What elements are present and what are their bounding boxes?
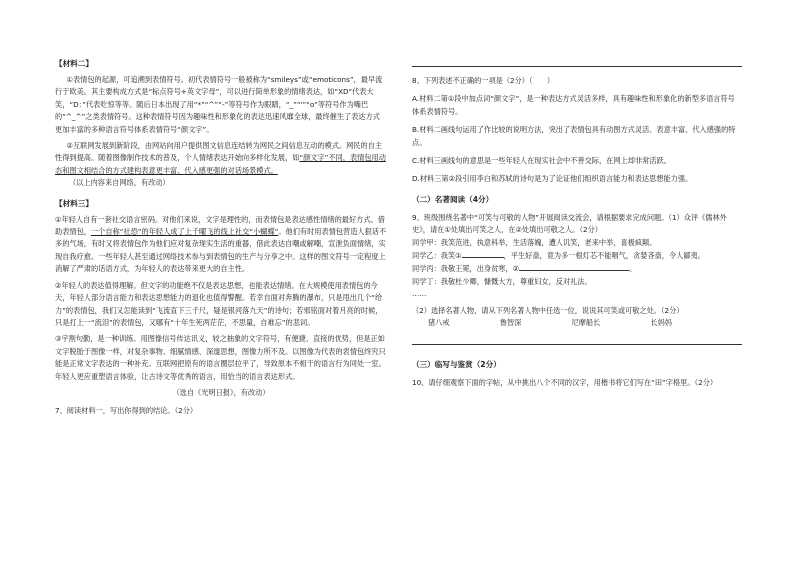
option-zhu-bajie: 猪八戒 <box>428 318 450 328</box>
q9-line-2-a: 同学乙：我笑① <box>412 251 462 261</box>
material-three-paragraph-1 <box>55 214 387 276</box>
m3-p1-underlined: 一个自称“社恐”的年轻人成了上千曜飞的线上社交“小蝴蝶” <box>90 227 279 237</box>
q9-line-3 <box>412 262 742 275</box>
q9-options <box>412 317 742 329</box>
option-chang-mama: 长妈妈 <box>650 318 672 328</box>
question-9-part-2: （2）选择名著人物，请从下列名著人物中任选一位，说说其可笑或可敬之处。（2分） <box>412 305 684 315</box>
m3-p1-b: 。他们有时用表情包营造人狠话不多的气场，有时又将表情包作为他们应对复杂现实生活的重器，借此表达自嘲或解嘲，宣泄负面情绪，实现自我疗愈。一些年轻人甚至通过网络技术参与到表情包的生产与分享之中。这样的图文符号一定程度上消解了严肃的话语方式，为年轻人的表达带来更大的自主性。 <box>55 227 387 274</box>
question-10: 10、请仔细观察下面的字帖，从中挑出八个不同的汉字，用楷书将它们写在“田”字格里。（2分） <box>412 377 718 387</box>
material-three-heading: 【材料三】 <box>55 198 93 208</box>
m3-p1-a: ①年轻人自有一套社交语言密码。对他们来说，文字是理性的，而表情包是表达感性情绪的最好方式。借助表情包， <box>55 214 385 237</box>
m2-p2-plain: ②互联网发展到新阶段，由网站向用户提供图文信息连结转为网民之间信息互动的模式。网民的自主性得到提高。随着图像制作技术的普及，个人情绪表达开始向多样化发展，如 <box>55 141 383 163</box>
material-two-heading: 【材料二】 <box>55 59 93 68</box>
q9-line-4: 同学丁：我敬杜少卿，慷慨大方，尊重妇女，反对礼法。 <box>412 276 592 286</box>
question-8: 8、下列表述不正确的一项是（2分）（ ） <box>412 76 555 85</box>
m2-source: （以上内容来自网络，有改动） <box>69 178 170 188</box>
q8-option-c: C.材料三画线句的意思是一些年轻人在现实社会中不善交际，在网上却非常活跃。 <box>412 156 671 166</box>
blank-1[interactable] <box>462 249 504 258</box>
option-captain-nemo: 尼摩船长 <box>571 318 601 328</box>
q9-line-3-a: 同学丙：我敬王冕，出身贫寒，② <box>412 264 520 274</box>
option-lu-zhishen: 鲁智深 <box>499 318 522 328</box>
material-two-paragraph-2 <box>55 140 387 190</box>
material-two-paragraph-1: ①表情包的起源，可追溯到表情符号。初代表情符号一般被称为“smileys”或“emoticons”，最早流行于欧美。其主要构成方式是“标点符号+英文字母”，可以进行简单形象的情绪表达，如“XD”代表大笑，“D：”代表吃惊等等。随后日本出现了用“*”“^”“-”等符号作为眼睛，“_”“'”“o”等符号作为嘴巴的“^_^”之类表情符号。这种表情符号因为趣味性和形象化的表达迅速风靡全球，最终催生了表达方式更加丰富的多种语言符号体系表情符号“颜文字”。 <box>55 75 383 134</box>
right-column <box>412 58 742 389</box>
section-3-heading: （三）临写与鉴赏（2分） <box>412 359 501 369</box>
q9-line-2 <box>412 249 742 262</box>
q8-option-d: D.材料三第②段引用李白和苏轼的诗句是为了论证他们组织语言能力和表达思想能力强。 <box>412 174 693 184</box>
q8-option-a: A.材料二第①段中加点词“颜文字”，是一种表达方式灵活多样，具有趣味性和形象化的新型多语言符号体系表情符号。 <box>412 94 735 116</box>
question-9: 9、班级围绕名著中“可笑与可敬的人物”开展阅读交流会，请根据要求完成问题。（1）众评《儒林外史》，请在①处填出可笑之人，在②处填出可敬之人。（2分） <box>412 212 727 235</box>
q8-option-b: B.材料二画线句运用了作比较的说明方法，突出了表情包具有动图方式灵活、表意丰富、代入感强的特点。 <box>412 125 736 147</box>
q9-line-3-b: 。 <box>629 264 637 274</box>
q9-line-2-b: ，平生好啬，竟为多一根灯芯不能咽气，贪婪吝啬，令人鄙夷。 <box>503 251 705 261</box>
material-three-source: （选自《光明日报》，有改动） <box>172 387 270 397</box>
m2-p2-underlined: “颜文字”不同，表情包用动态和图文相结合的方式建构表意更丰富、代入感更强的对话场景模式。 <box>55 153 386 175</box>
blank-2[interactable] <box>519 262 629 271</box>
left-column <box>55 58 387 418</box>
q9-ellipsis: …… <box>412 289 427 299</box>
material-three-paragraph-2: ②年轻人的表达值得理解。但文字的功能绝不仅是表达思想，也能表达情绪。在大规模使用表情包的今天，年轻人部分语言能力和表达思想能力的退化也值得警醒。若幸自面对奔腾的瀑布，只是甩出几个“给力”的表情包，我们又怎能读到“飞流直下三千尺，疑是银河落九天”的诗句；若邪铭面对着月亮的时候，只是打上一“流泪”的表情包，又哪有“十年生死两茫茫，不思量，自难忘”的悲词。 <box>55 280 383 327</box>
question-7: 7、阅读材料一，写出你得到的结论。（2分） <box>55 406 198 416</box>
material-three-paragraph-3: ③宇割句勤，是一种训练。用图像信号传达讯义，较之抽象的文字符号，有便捷、直接的优势，但是正如文字脱胎于图像一样，对复杂事物、细腻情感、深邃思想，图像力所不及。以图像为代表的表情包终究只能是正常文字表达的一种补充。互联网把原有的语言圈层拉平了，导致原本不相干的语言行为同处一室。年轻人更应重塑语言体验，让古诗文等优秀的语言，用恰当的语言表达形式。 <box>55 334 386 381</box>
q9-line-1: 同学甲：我笑范进，执意科举，生活落魄，遭人讥笑，老来中举，喜极疯颠。 <box>412 237 657 247</box>
section-2-heading: （二）名著阅读（4分） <box>412 194 494 204</box>
